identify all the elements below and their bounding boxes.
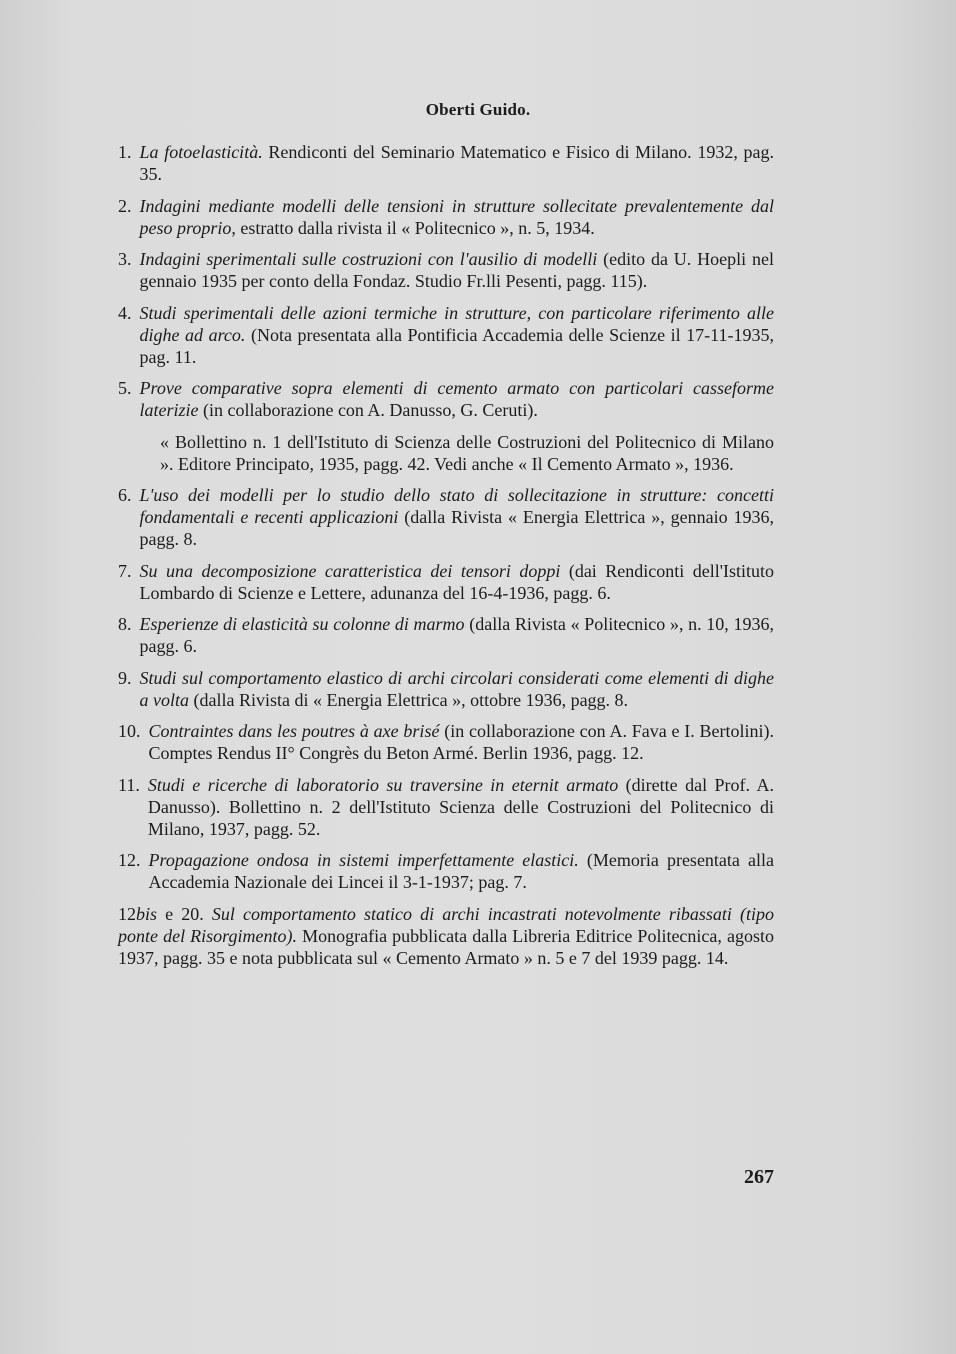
entry-title: L'uso dei modelli per lo studio dello stato di sollecitazione in strutture: concetti fondamentali e recenti applicazioni: [139, 485, 774, 527]
entry-title: Propagazione ondosa in sistemi imperfettamente elastici.: [148, 850, 579, 870]
bibliography-entry-4: [118, 302, 774, 368]
entry-title: Studi sperimentali delle azioni termiche in strutture, con particolare riferimento alle dighe ad arco.: [139, 302, 774, 345]
entry-title: Studi sul comportamento elastico di archi circolari considerati come elementi di dighe a volta: [139, 667, 774, 710]
bibliography-entry-12bis: [118, 903, 774, 969]
bibliography-entry-5-continuation: [118, 431, 774, 475]
entry-number: 8.: [118, 614, 132, 634]
bibliography-entry-1: [118, 141, 774, 185]
entry-details: (dalla Rivista di « Energia Elettrica », ottobre 1936, pagg. 8.: [189, 689, 629, 710]
entry-details: (dai Rendiconti dell'Istituto Lombardo di Scienze e Lettere, adunanza del 16-4-1936, pagg. 6.: [139, 560, 774, 603]
entry-details: (Nota presentata alla Pontificia Accademia delle Scienze il 17-11-1935, pag. 11.: [139, 324, 774, 367]
entry-title: Esperienze di elasticità su colonne di marmo: [139, 614, 465, 634]
entry-details: (in collaborazione con A. Fava e I. Bertolini). Comptes Rendus II° Congrès du Beton Armé. Berlin 1936, pagg. 12.: [148, 721, 774, 763]
entry-details: , estratto dalla rivista il « Politecnico », n. 5, 1934.: [231, 217, 595, 238]
entry-title: Indagini sperimentali sulle costruzioni con l'ausilio di modelli: [139, 249, 598, 269]
entry-title: Sul comportamento statico di archi incastrati notevolmente ribassati (tipo ponte del Risorgimento).: [118, 903, 774, 946]
entry-details: (dalla Rivista « Energia Elettrica », gennaio 1936, pagg. 8.: [139, 507, 774, 549]
entry-title: Indagini mediante modelli delle tensioni in strutture sollecitate prevalentemente dal peso proprio: [139, 195, 774, 238]
entry-title: Su una decomposizione caratteristica dei tensori doppi: [139, 560, 561, 581]
entry-details: (in collaborazione con A. Danusso, G. Ceruti).: [198, 400, 538, 420]
entry-number: 9.: [118, 667, 132, 688]
entry-number: 4.: [118, 302, 132, 323]
entry-details: (edito da U. Hoepli nel gennaio 1935 per conto della Fondaz. Studio Fr.lli Pesenti, pagg. 115).: [139, 249, 774, 291]
entry-number: 5.: [118, 378, 132, 398]
entry-details: « Bollettino n. 1 dell'Istituto di Scienza delle Costruzioni del Politecnico di Milano ». Editore Principato, 1935, pagg. 42. Vedi anche « Il Cemento Armato », 1936.: [160, 431, 774, 474]
bibliography-entry-12: [118, 849, 774, 893]
entry-number: 2.: [118, 195, 132, 216]
entry-number: 6.: [118, 485, 132, 505]
page-number: 267: [744, 1166, 774, 1188]
entry-number: 12bis e 20.: [118, 903, 204, 924]
entry-number: 7.: [118, 560, 132, 581]
bibliography-entry-11: [118, 774, 774, 840]
bibliography-entry-2: [118, 195, 774, 239]
entry-number: 3.: [118, 249, 132, 269]
entry-details: Rendiconti del Seminario Matematico e Fisico di Milano. 1932, pag. 35.: [139, 142, 774, 184]
bibliography-list: [118, 141, 774, 978]
entry-number: 12.: [118, 850, 141, 870]
entry-title: La fotoelasticità.: [139, 142, 263, 162]
entry-details: (dalla Rivista « Politecnico », n. 10, 1936, pagg. 6.: [139, 614, 774, 656]
entry-number: 11.: [118, 774, 140, 795]
entry-details: Monografia pubblicata dalla Libreria Editrice Politecnica, agosto 1937, pagg. 35 e nota pubblicata sul « Cemento Armato » n. 5 e 7 del 1939 pagg. 14.: [118, 925, 774, 968]
entry-title: Prove comparative sopra elementi di cemento armato con particolari casseforme laterizie: [139, 378, 774, 420]
entry-number: 10.: [118, 721, 141, 741]
bibliography-entry-3: [118, 248, 774, 292]
bibliography-entry-9: [118, 667, 774, 711]
bibliography-entry-10: [118, 720, 774, 764]
entry-details: (Memoria presentata alla Accademia Nazionale dei Lincei il 3-1-1937; pag. 7.: [148, 850, 774, 892]
bibliography-entry-5: [118, 377, 774, 421]
entry-details: (dirette dal Prof. A. Danusso). Bollettino n. 2 dell'Istituto Scienza delle Costruzioni del Politecnico di Milano, 1937, pagg. 52.: [147, 774, 774, 839]
entry-title: Contraintes dans les poutres à axe brisé: [148, 721, 440, 741]
author-heading: Oberti Guido.: [425, 100, 531, 119]
entry-number: 1.: [118, 142, 132, 162]
entry-title: Studi e ricerche di laboratorio su traversine in eternit armato: [147, 774, 619, 795]
bibliography-entry-8: [118, 613, 774, 657]
bibliography-entry-7: [118, 560, 774, 604]
bibliography-entry-6: [118, 484, 774, 550]
